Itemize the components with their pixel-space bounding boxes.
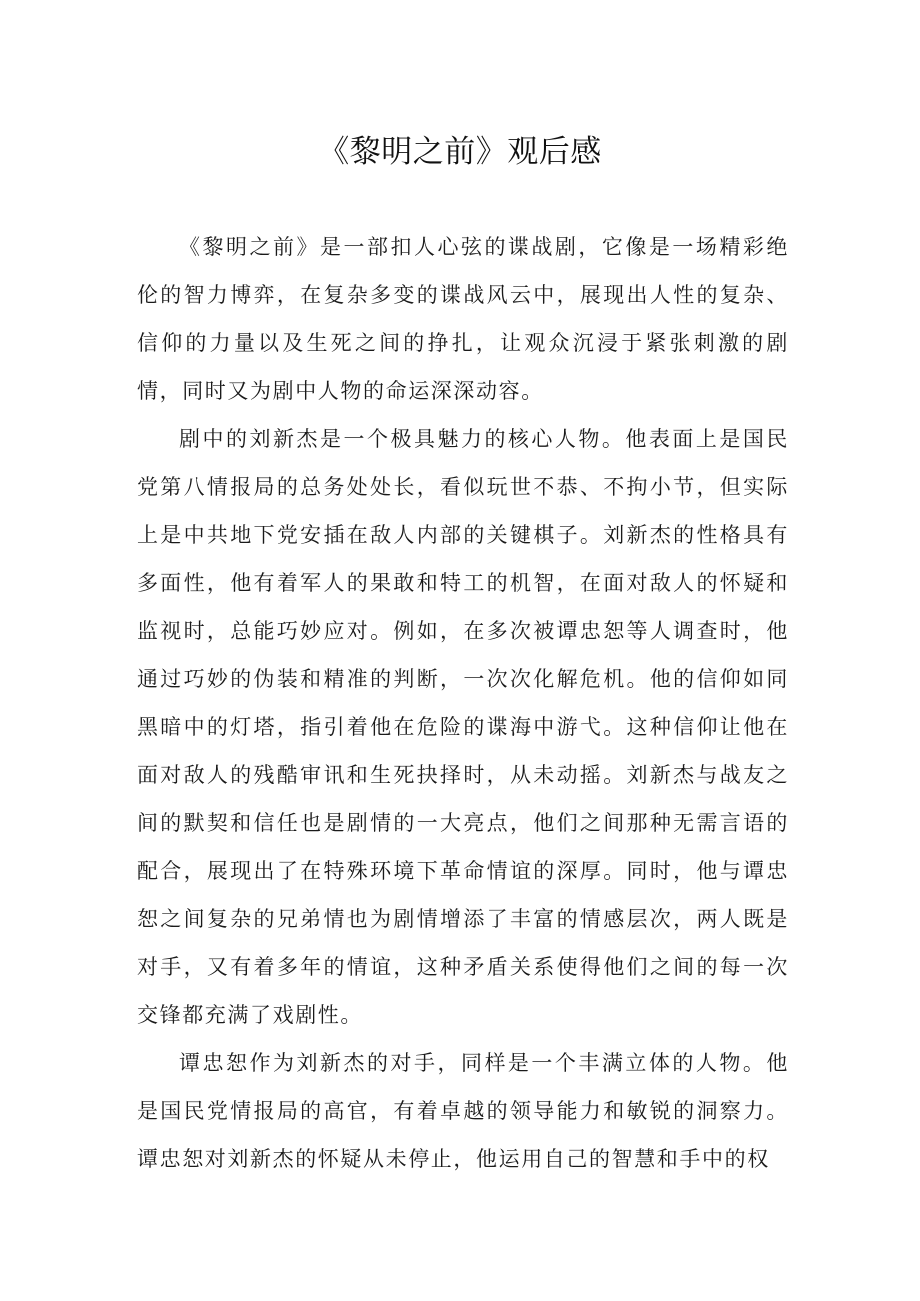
paragraph-tan-zhongshu: 谭忠恕作为刘新杰的对手，同样是一个丰满立体的人物。他是国民党情报局的高官，有着卓越的领导能力和敏锐的洞察力。谭忠恕对刘新杰的怀疑从未停止，他运用自己的智慧和手中的权 bbox=[137, 1051, 789, 1171]
document-title: 《黎明之前》观后感 bbox=[318, 134, 602, 170]
paragraph-intro: 《黎明之前》是一部扣人心弦的谍战剧，它像是一场精彩绝伦的智力博弈，在复杂多变的谍战风云中，展现出人性的复杂、信仰的力量以及生死之间的挣扎，让观众沉浸于紧张刺激的剧情，同时又为剧中人物的命运深深动容。 bbox=[137, 235, 789, 403]
document-body bbox=[137, 223, 789, 1183]
paragraph-liu-xinjie: 剧中的刘新杰是一个极具魅力的核心人物。他表面上是国民党第八情报局的总务处处长，看似玩世不恭、不拘小节，但实际上是中共地下党安插在敌人内部的关键棋子。刘新杰的性格具有多面性，他有着军人的果敢和特工的机智，在面对敌人的怀疑和监视时，总能巧妙应对。例如，在多次被谭忠恕等人调查时，他通过巧妙的伪装和精准的判断，一次次化解危机。他的信仰如同黑暗中的灯塔，指引着他在危险的谍海中游弋。这种信仰让他在面对敌人的残酷审讯和生死抉择时，从未动摇。刘新杰与战友之间的默契和信任也是剧情的一大亮点，他们之间那种无需言语的配合，展现出了在特殊环境下革命情谊的深厚。同时，他与谭忠恕之间复杂的兄弟情也为剧情增添了丰富的情感层次，两人既是对手，又有着多年的情谊，这种矛盾关系使得他们之间的每一次交锋都充满了戏剧性。 bbox=[137, 427, 789, 1027]
